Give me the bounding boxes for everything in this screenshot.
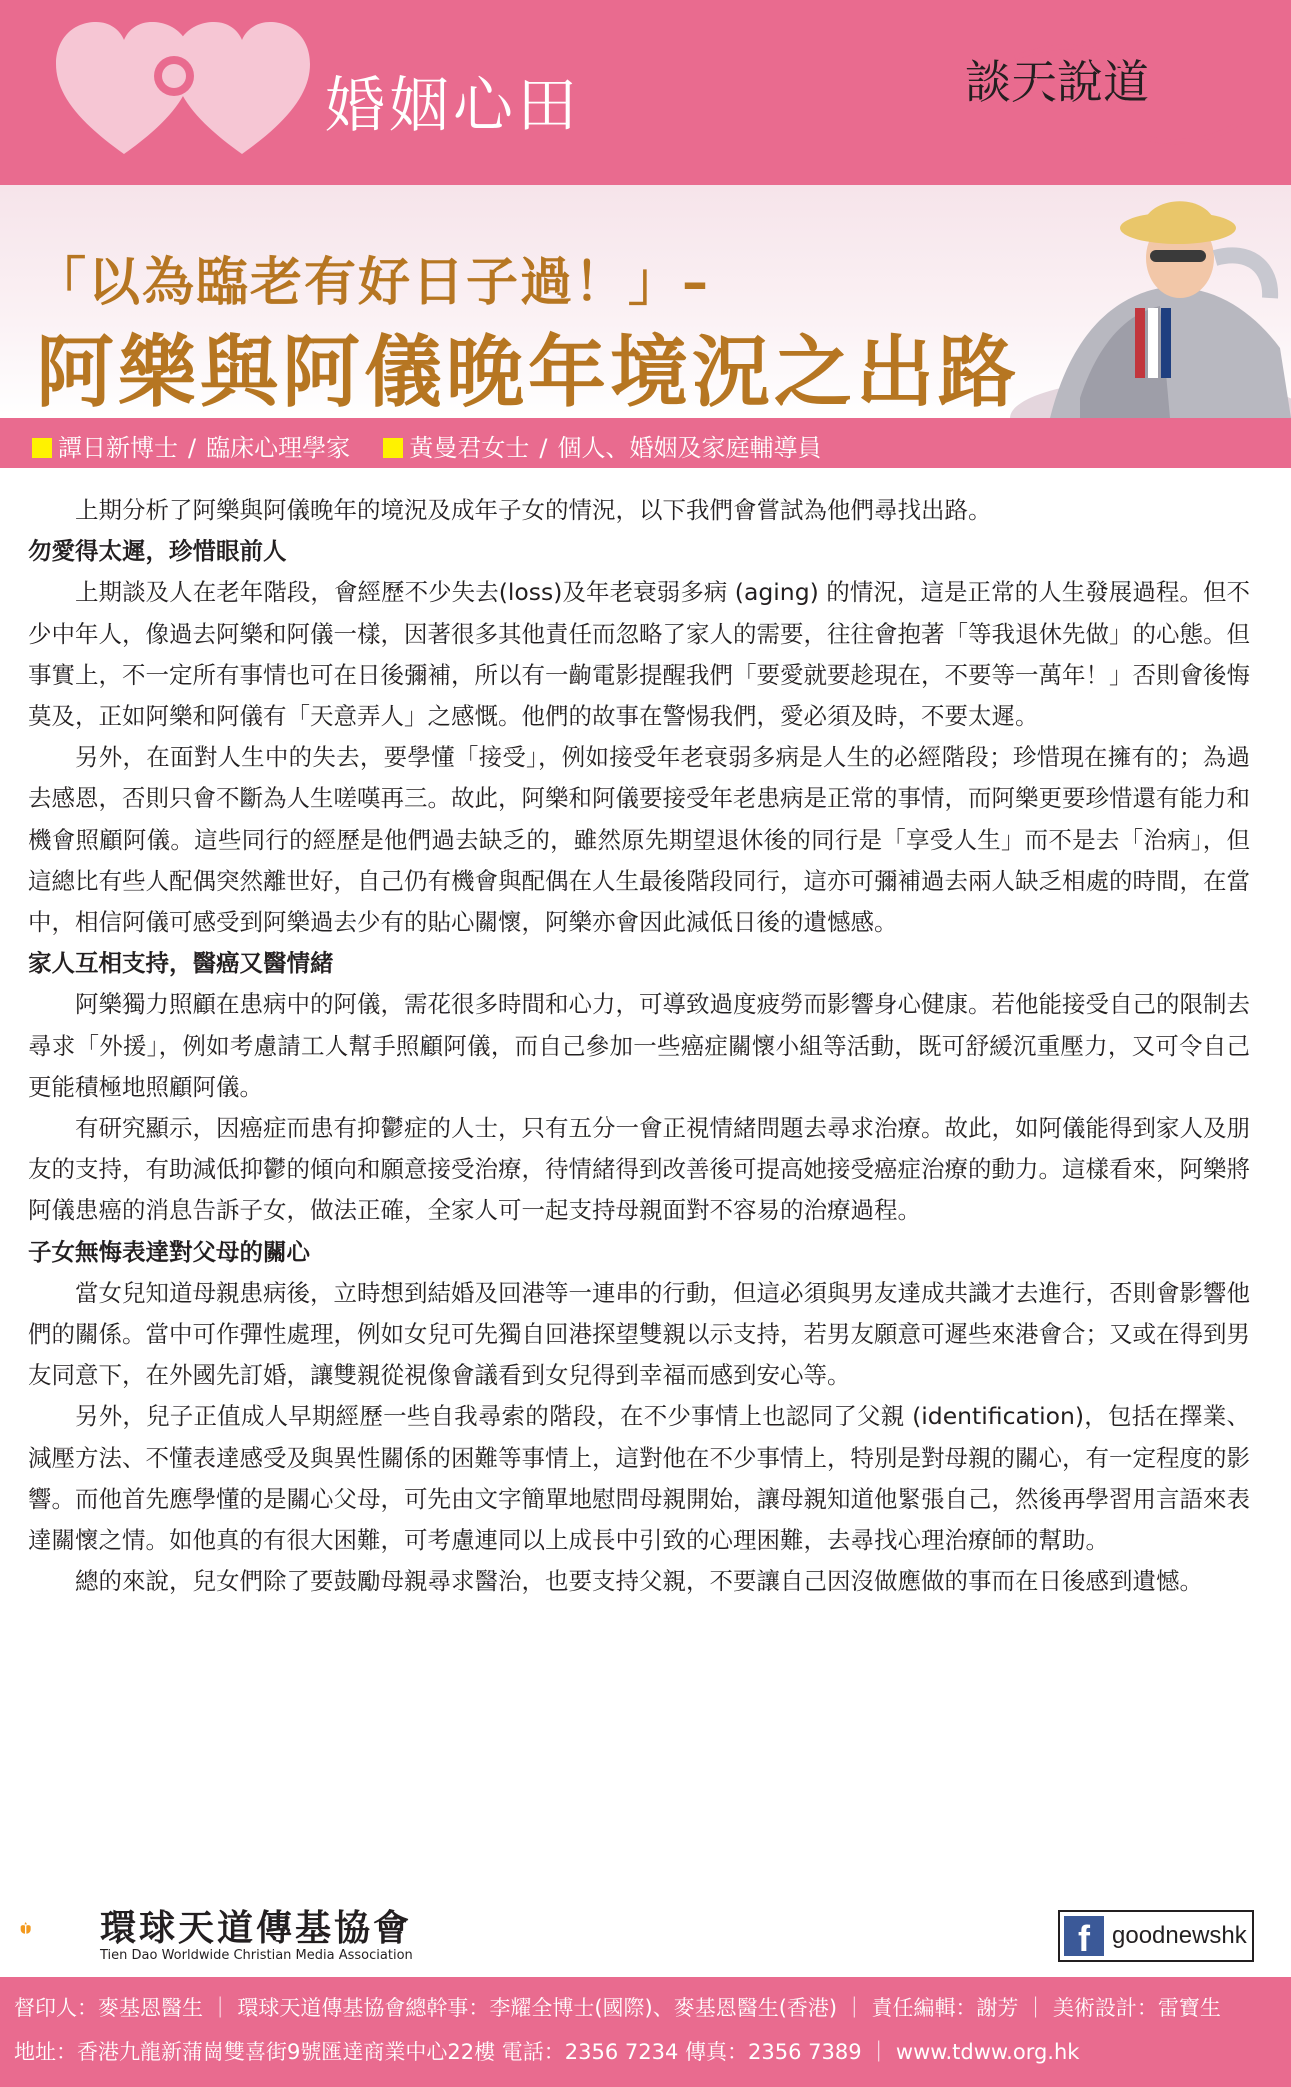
section-heading: 勿愛得太遲，珍惜眼前人 [28, 537, 287, 566]
author-2-role: 個人、婚姻及家庭輔導員 [557, 434, 822, 462]
svg-text:談天說道: 談天說道 [965, 55, 1149, 109]
organization-name: 環球天道傳基協會 [100, 1908, 413, 1949]
article-title-line2: 阿樂與阿儀晚年境況之出路 [36, 328, 1021, 418]
author-marker-icon [383, 438, 403, 458]
article-body [28, 490, 1250, 1602]
section-heading: 家人互相支持，醫癌又醫情緒 [28, 949, 334, 978]
section-heading: 子女無悔表達對父母的關心 [28, 1237, 310, 1266]
facebook-badge[interactable] [1058, 1910, 1254, 1962]
article-paragraph: 總的來說，兒女們除了要鼓勵母親尋求醫治，也要支持父親，不要讓自己因沒做應做的事而在日後感到遺憾。 [75, 1567, 1203, 1596]
hearts-icon [56, 22, 316, 162]
author-2-name: 黃曼君女士 [409, 434, 530, 462]
author-marker-icon [32, 438, 52, 458]
footer-address: 地址：香港九龍新蒲崗雙喜街9號匯達商業中心22樓 電話：2356 7234 傳真：2356 7389 ｜ www.tdww.org.hk [14, 2040, 1080, 2064]
series-logo [955, 18, 1255, 168]
facebook-handle: goodnewshk [1112, 1922, 1247, 1949]
article-paragraph: 另外，在面對人生中的失去，要學懂「接受」，例如接受年老衰弱多病是人生的必經階段；珍惜現在擁有的；為過去感恩，否則只會不斷為人生嗟嘆再三。故此，阿樂和阿儀要接受年老患病是正常的事情，而阿樂更要珍惜還有能力和機會照顧阿儀。這些同行的經歷是他們過去缺乏的，雖然原先期望退休後的同行是「享受人生」而不是去「治病」，但這總比有些人配偶突然離世好，自己仍有機會與配偶在人生最後階段同行，這亦可彌補過去兩人缺乏相處的時間，在當中，相信阿儀可感受到阿樂過去少有的貼心關懷，阿樂亦會因此減低日後的遺憾感。 [28, 743, 1250, 937]
article-intro: 上期分析了阿樂與阿儀晚年的境況及成年子女的情況，以下我們會嘗試為他們尋找出路。 [75, 496, 992, 524]
facebook-icon: f [1064, 1916, 1104, 1956]
article-paragraph: 上期談及人在老年階段，會經歷不少失去(loss)及年老衰弱多病 (aging) 的情況，這是正常的人生發展過程。但不少中年人，像過去阿樂和阿儀一樣，因著很多其他責任而忽略了家人的需要，往往會抱著「等我退休先做」的心態。但事實上，不一定所有事情也可在日後彌補，所以有一齣電影提醒我們「要愛就要趁現在，不要等一萬年！」否則會後悔莫及，正如阿樂和阿儀有「天意弄人」之感慨。他們的故事在警惕我們，愛必須及時，不要太遲。 [28, 578, 1250, 731]
author-1-role: 臨床心理學家 [206, 434, 351, 462]
article-paragraph: 阿樂獨力照顧在患病中的阿儀，需花很多時間和心力，可導致過度疲勞而影響身心健康。若他能接受自己的限制去尋求「外援」，例如考慮請工人幫手照顧阿儀，而自己參加一些癌症關懷小組等活動，既可舒緩沉重壓力，又可令自己更能積極地照顧阿儀。 [28, 990, 1250, 1101]
article-title-line1: 「以為臨老有好日子過！」– [34, 253, 711, 313]
separator: / [188, 434, 197, 462]
relaxing-old-man-illustration [1010, 188, 1291, 418]
organization-name-english: Tien Dao Worldwide Christian Media Association [100, 1948, 413, 1963]
separator: / [539, 434, 548, 462]
column-title: 婚姻心田 [325, 71, 581, 141]
article-paragraph: 另外，兒子正值成人早期經歷一些自我尋索的階段，在不少事情上也認同了父親 (identification)，包括在擇業、減壓方法、不懂表達感受及與異性關係的困難等事情上，這對他在不少事情上，特別是對母親的關心，有一定程度的影響。而他首先應學懂的是關心父母，可先由文字簡單地慰問母親開始，讓母親知道他緊張自己，然後再學習用言語來表達關懷之情。如他真的有很大困難，可考慮連同以上成長中引致的心理困難，去尋找心理治療師的幫助。 [28, 1402, 1250, 1555]
article-paragraph: 當女兒知道母親患病後，立時想到結婚及回港等一連串的行動，但這必須與男友達成共識才去進行，否則會影響他們的關係。當中可作彈性處理，例如女兒可先獨自回港探望雙親以示支持，若男友願意可遲些來港會合；又或在得到男友同意下，在外國先訂婚，讓雙親從視像會議看到女兒得到幸福而感到安心等。 [28, 1278, 1250, 1390]
article-paragraph: 有研究顯示，因癌症而患有抑鬱症的人士，只有五分一會正視情緒問題去尋求治療。故此，如阿儀能得到家人及朋友的支持，有助減低抑鬱的傾向和願意接受治療，待情緒得到改善後可提高她接受癌症治療的動力。這樣看來，阿樂將阿儀患癌的消息告訴子女，做法正確，全家人可一起支持母親面對不容易的治療過程。 [28, 1114, 1250, 1225]
organization-logo-icon [20, 1892, 90, 1964]
footer-credits: 督印人：麥基恩醫生 ｜ 環球天道傳基協會總幹事：李耀全博士(國際)、麥基恩醫生(香港) ｜ 責任編輯：謝芳 ｜ 美術設計：雷寶生 [14, 1996, 1221, 2020]
author-line [32, 428, 821, 463]
author-1-name: 譚日新博士 [58, 434, 178, 462]
